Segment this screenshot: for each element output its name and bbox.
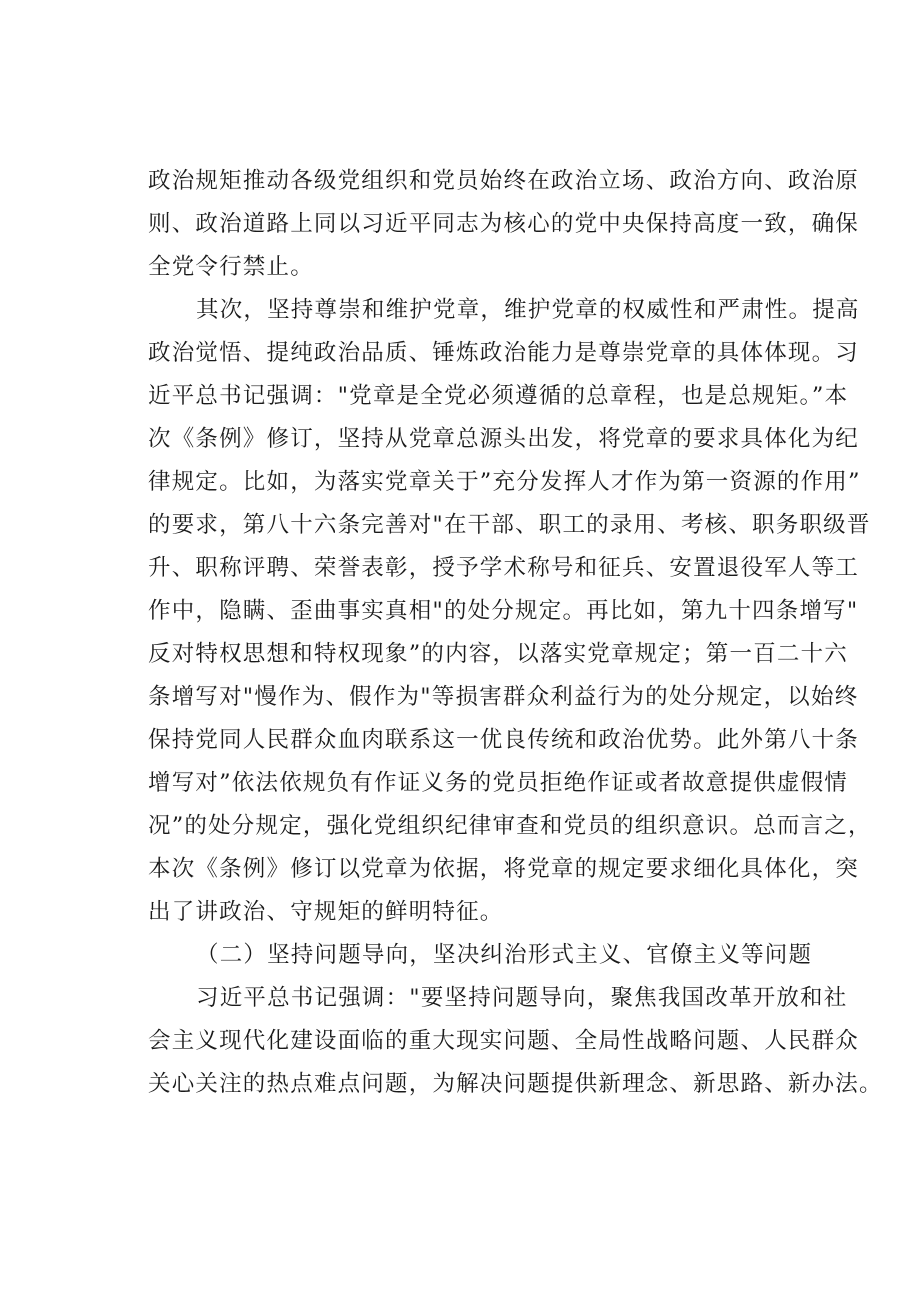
paragraph-2-line-12: 增写对”依法依规负有作证义务的党员拒绝作证或者故意提供虚假情 [148, 770, 849, 796]
paragraph-1-line-2: 则、政治道路上同以习近平同志为核心的党中央保持高度一致，确保 [148, 211, 860, 237]
paragraph-3-line-3: 关心关注的热点难点问题，为解决问题提供新理念、新思路、新办法。 [148, 1071, 883, 1097]
paragraph-3-line-2: 会主义现代化建设面临的重大现实问题、全局性战略问题、人民群众 [148, 1028, 860, 1054]
paragraph-2-line-13: 况”的处分规定，强化党组织纪律审查和党员的组织意识。总而言之， [148, 813, 872, 839]
paragraph-2-line-10: 条增写对"慢作为、假作为"等损害群众利益行为的处分规定，以始终 [148, 684, 859, 710]
paragraph-2-line-1: 其次，坚持尊崇和维护党章，维护党章的权威性和严肃性。提高 [196, 297, 860, 323]
section-heading: （二）坚持问题导向，坚决纠治形式主义、官僚主义等问题 [196, 942, 813, 968]
paragraph-2-line-9: 反对特权思想和特权现象”的内容，以落实党章规定；第一百二十六 [148, 641, 849, 667]
paragraph-3-line-1: 习近平总书记强调："要坚持问题导向，聚焦我国改革开放和社 [196, 985, 848, 1011]
paragraph-2-line-3: 近平总书记强调："党章是全党必须遵循的总章程，也是总规矩。”本 [148, 383, 849, 409]
paragraph-2-line-7: 升、职称评聘、荣誉表彰，授予学术称号和征兵、安置退役军人等工 [148, 555, 860, 581]
paragraph-2-line-14: 本次《条例》修订以党章为依据，将党章的规定要求细化具体化，突 [148, 856, 860, 882]
paragraph-2-line-5: 律规定。比如，为落实党章关于”充分发挥人才作为第一资源的作用” [148, 469, 861, 495]
paragraph-2-line-6: 的要求，第八十六条完善对"在干部、职工的录用、考核、职务职级晋 [148, 512, 871, 538]
paragraph-1-line-1: 政治规矩推动各级党组织和党员始终在政治立场、政治方向、政治原 [148, 168, 860, 194]
paragraph-2-line-4: 次《条例》修订，坚持从党章总源头出发，将党章的要求具体化为纪 [148, 426, 860, 452]
paragraph-1-line-3: 全党令行禁止。 [148, 254, 314, 280]
paragraph-2-line-15: 出了讲政治、守规矩的鲜明特征。 [148, 899, 504, 925]
paragraph-2-line-11: 保持党同人民群众血肉联系这一优良传统和政治优势。此外第八十条 [148, 727, 860, 753]
paragraph-2-line-2: 政治觉悟、提纯政治品质、锤炼政治能力是尊崇党章的具体体现。习 [148, 340, 860, 366]
paragraph-2-line-8: 作中，隐瞒、歪曲事实真相"的处分规定。再比如，第九十四条增写" [148, 598, 859, 624]
